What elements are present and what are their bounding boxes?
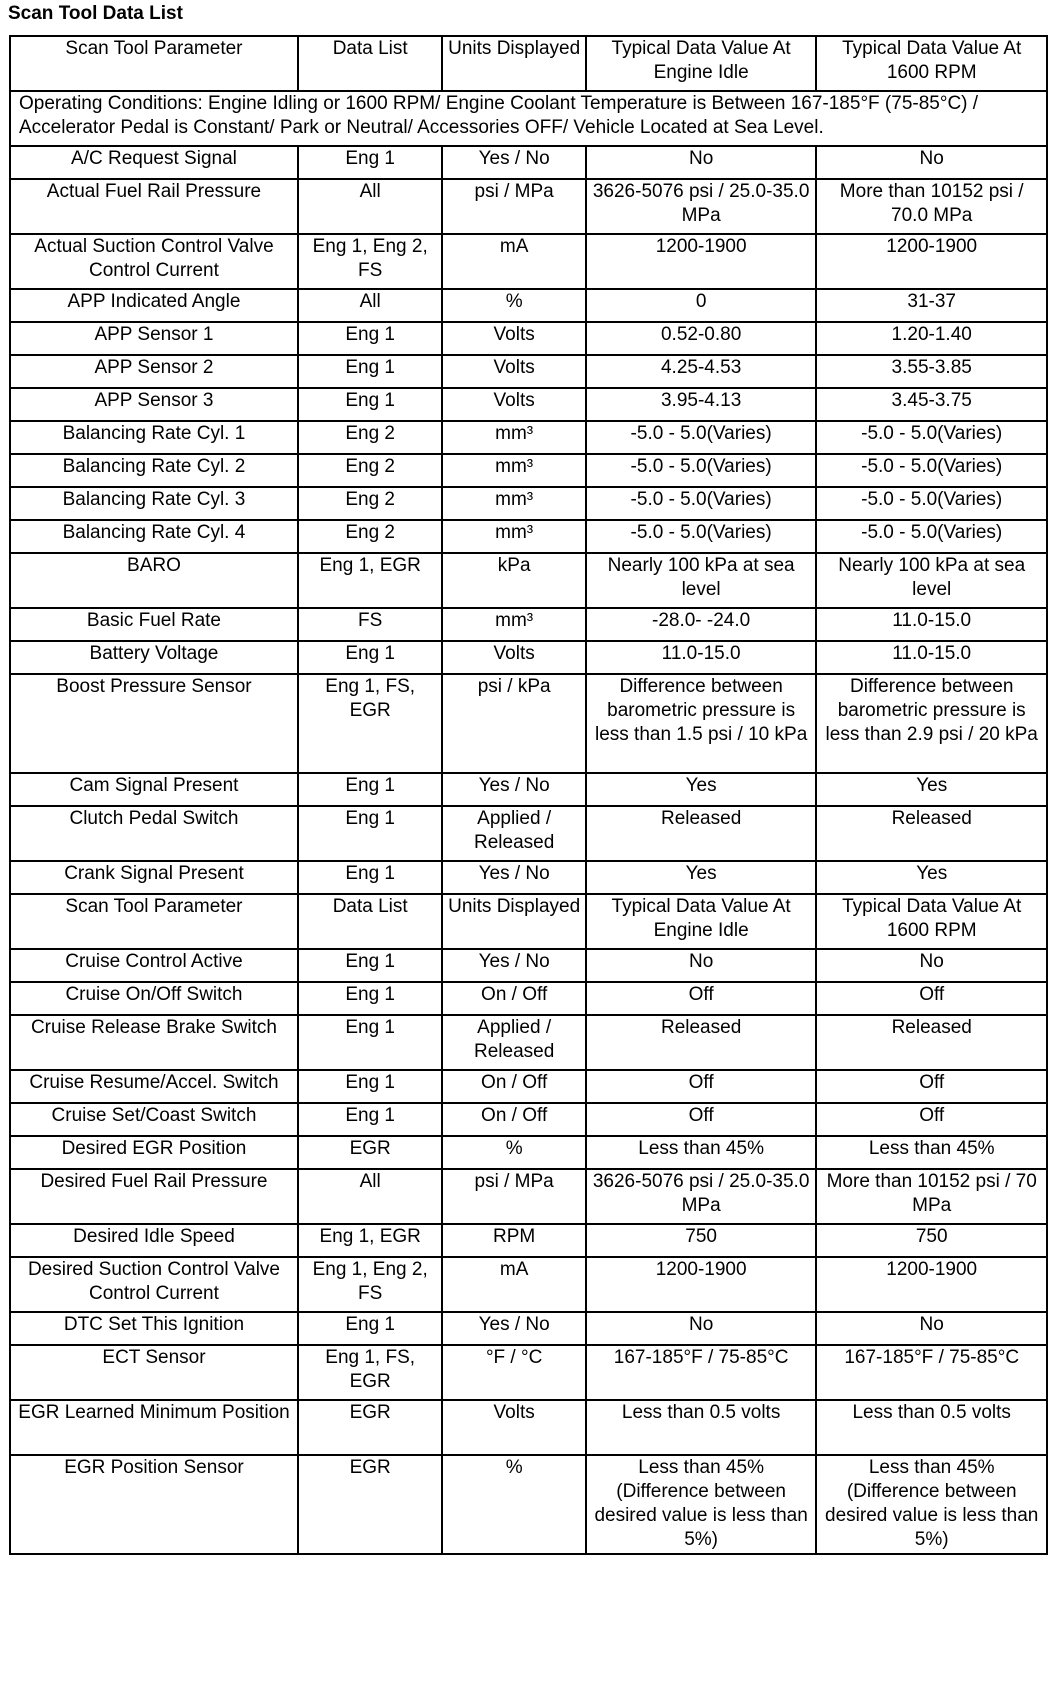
- parameter-cell: Balancing Rate Cyl. 1: [10, 421, 298, 454]
- units-cell: mA: [442, 1257, 585, 1312]
- idle-value-cell: Released: [586, 806, 817, 861]
- parameter-cell: Boost Pressure Sensor: [10, 674, 298, 773]
- table-row: [10, 1015, 1047, 1070]
- data-list-cell: All: [298, 1169, 443, 1224]
- scan-tool-data-table: [9, 35, 1048, 1555]
- table-row: [10, 146, 1047, 179]
- table-row: [10, 1103, 1047, 1136]
- idle-value-cell: Yes: [586, 861, 817, 894]
- table-row: [10, 674, 1047, 773]
- units-cell: %: [442, 1136, 585, 1169]
- parameter-cell: Cruise Release Brake Switch: [10, 1015, 298, 1070]
- table-row: [10, 454, 1047, 487]
- idle-value-cell: Released: [586, 1015, 817, 1070]
- rpm-value-cell: Typical Data Value At 1600 RPM: [816, 894, 1047, 949]
- parameter-cell: APP Sensor 2: [10, 355, 298, 388]
- idle-value-cell: Less than 45%: [586, 1136, 817, 1169]
- data-list-cell: EGR: [298, 1136, 443, 1169]
- units-cell: kPa: [442, 553, 585, 608]
- header-cell-parameter: Scan Tool Parameter: [10, 36, 298, 91]
- units-cell: On / Off: [442, 1103, 585, 1136]
- data-list-cell: EGR: [298, 1400, 443, 1455]
- header-row: [10, 36, 1047, 91]
- table-row: [10, 1257, 1047, 1312]
- parameter-cell: DTC Set This Ignition: [10, 1312, 298, 1345]
- idle-value-cell: No: [586, 1312, 817, 1345]
- rpm-value-cell: No: [816, 146, 1047, 179]
- data-list-cell: Eng 1: [298, 388, 443, 421]
- units-cell: Yes / No: [442, 949, 585, 982]
- parameter-cell: Crank Signal Present: [10, 861, 298, 894]
- rpm-value-cell: Off: [816, 1103, 1047, 1136]
- idle-value-cell: Yes: [586, 773, 817, 806]
- units-cell: Yes / No: [442, 146, 585, 179]
- parameter-cell: Battery Voltage: [10, 641, 298, 674]
- units-cell: psi / kPa: [442, 674, 585, 773]
- parameter-cell: Actual Suction Control Valve Control Current: [10, 234, 298, 289]
- data-list-cell: Eng 2: [298, 487, 443, 520]
- table-row: [10, 234, 1047, 289]
- table-row: [10, 894, 1047, 949]
- table-row: [10, 1312, 1047, 1345]
- idle-value-cell: 750: [586, 1224, 817, 1257]
- parameter-cell: Desired Fuel Rail Pressure: [10, 1169, 298, 1224]
- idle-value-cell: 0.52-0.80: [586, 322, 817, 355]
- rpm-value-cell: Nearly 100 kPa at sea level: [816, 553, 1047, 608]
- units-cell: Volts: [442, 322, 585, 355]
- parameter-cell: Scan Tool Parameter: [10, 894, 298, 949]
- idle-value-cell: -5.0 - 5.0(Varies): [586, 421, 817, 454]
- parameter-cell: Basic Fuel Rate: [10, 608, 298, 641]
- table-row: [10, 179, 1047, 234]
- idle-value-cell: -5.0 - 5.0(Varies): [586, 454, 817, 487]
- idle-value-cell: No: [586, 949, 817, 982]
- table-row: [10, 487, 1047, 520]
- data-list-cell: Eng 2: [298, 421, 443, 454]
- table-row: [10, 641, 1047, 674]
- units-cell: Yes / No: [442, 861, 585, 894]
- idle-value-cell: Less than 0.5 volts: [586, 1400, 817, 1455]
- rpm-value-cell: 3.45-3.75: [816, 388, 1047, 421]
- units-cell: %: [442, 289, 585, 322]
- rpm-value-cell: Released: [816, 806, 1047, 861]
- rpm-value-cell: Yes: [816, 773, 1047, 806]
- data-list-cell: Eng 1, EGR: [298, 553, 443, 608]
- data-list-cell: Eng 1: [298, 773, 443, 806]
- rpm-value-cell: No: [816, 949, 1047, 982]
- rpm-value-cell: Less than 45% (Difference between desired value is less than 5%): [816, 1455, 1047, 1554]
- rpm-value-cell: More than 10152 psi / 70 MPa: [816, 1169, 1047, 1224]
- idle-value-cell: Typical Data Value At Engine Idle: [586, 894, 817, 949]
- parameter-cell: Clutch Pedal Switch: [10, 806, 298, 861]
- rpm-value-cell: 11.0-15.0: [816, 641, 1047, 674]
- units-cell: Volts: [442, 1400, 585, 1455]
- parameter-cell: Desired EGR Position: [10, 1136, 298, 1169]
- idle-value-cell: No: [586, 146, 817, 179]
- units-cell: psi / MPa: [442, 179, 585, 234]
- rpm-value-cell: -5.0 - 5.0(Varies): [816, 454, 1047, 487]
- table-row: [10, 1169, 1047, 1224]
- rpm-value-cell: 1200-1900: [816, 1257, 1047, 1312]
- units-cell: Applied / Released: [442, 1015, 585, 1070]
- rpm-value-cell: Released: [816, 1015, 1047, 1070]
- table-row: [10, 982, 1047, 1015]
- rpm-value-cell: 11.0-15.0: [816, 608, 1047, 641]
- data-list-cell: FS: [298, 608, 443, 641]
- idle-value-cell: 4.25-4.53: [586, 355, 817, 388]
- idle-value-cell: Off: [586, 1070, 817, 1103]
- data-list-cell: All: [298, 179, 443, 234]
- units-cell: On / Off: [442, 982, 585, 1015]
- table-row: [10, 806, 1047, 861]
- parameter-cell: Actual Fuel Rail Pressure: [10, 179, 298, 234]
- parameter-cell: Balancing Rate Cyl. 3: [10, 487, 298, 520]
- table-row: [10, 1224, 1047, 1257]
- units-cell: Volts: [442, 641, 585, 674]
- rpm-value-cell: Off: [816, 982, 1047, 1015]
- rpm-value-cell: Off: [816, 1070, 1047, 1103]
- idle-value-cell: -28.0- -24.0: [586, 608, 817, 641]
- rpm-value-cell: 750: [816, 1224, 1047, 1257]
- operating-conditions-row: [10, 91, 1047, 146]
- rpm-value-cell: Yes: [816, 861, 1047, 894]
- table-row: [10, 289, 1047, 322]
- data-list-cell: Eng 1: [298, 355, 443, 388]
- rpm-value-cell: -5.0 - 5.0(Varies): [816, 487, 1047, 520]
- table-row: [10, 520, 1047, 553]
- header-cell-idle: Typical Data Value At Engine Idle: [586, 36, 817, 91]
- data-list-cell: Eng 1: [298, 1312, 443, 1345]
- idle-value-cell: 3626-5076 psi / 25.0-35.0 MPa: [586, 1169, 817, 1224]
- table-row: [10, 861, 1047, 894]
- parameter-cell: APP Indicated Angle: [10, 289, 298, 322]
- table-row: [10, 1070, 1047, 1103]
- table-row: [10, 355, 1047, 388]
- parameter-cell: Balancing Rate Cyl. 4: [10, 520, 298, 553]
- data-list-cell: Data List: [298, 894, 443, 949]
- table-row: [10, 1400, 1047, 1455]
- data-list-cell: Eng 1, FS, EGR: [298, 1345, 443, 1400]
- document-title: Scan Tool Data List: [8, 3, 183, 24]
- data-list-cell: Eng 1: [298, 641, 443, 674]
- data-list-cell: EGR: [298, 1455, 443, 1554]
- table-row: [10, 322, 1047, 355]
- idle-value-cell: 1200-1900: [586, 1257, 817, 1312]
- rpm-value-cell: Difference between barometric pressure is less than 2.9 psi / 20 kPa: [816, 674, 1047, 773]
- idle-value-cell: Off: [586, 1103, 817, 1136]
- idle-value-cell: 1200-1900: [586, 234, 817, 289]
- idle-value-cell: Less than 45% (Difference between desired value is less than 5%): [586, 1455, 817, 1554]
- units-cell: mm³: [442, 454, 585, 487]
- table-row: [10, 553, 1047, 608]
- data-list-cell: Eng 2: [298, 454, 443, 487]
- units-cell: %: [442, 1455, 585, 1554]
- units-cell: °F / °C: [442, 1345, 585, 1400]
- units-cell: mA: [442, 234, 585, 289]
- parameter-cell: BARO: [10, 553, 298, 608]
- units-cell: Yes / No: [442, 773, 585, 806]
- table-row: [10, 949, 1047, 982]
- rpm-value-cell: 167-185°F / 75-85°C: [816, 1345, 1047, 1400]
- data-list-cell: Eng 1, Eng 2, FS: [298, 234, 443, 289]
- idle-value-cell: 167-185°F / 75-85°C: [586, 1345, 817, 1400]
- parameter-cell: Cam Signal Present: [10, 773, 298, 806]
- units-cell: Volts: [442, 388, 585, 421]
- units-cell: mm³: [442, 487, 585, 520]
- data-list-cell: Eng 2: [298, 520, 443, 553]
- parameter-cell: Cruise Set/Coast Switch: [10, 1103, 298, 1136]
- data-list-cell: Eng 1: [298, 146, 443, 179]
- rpm-value-cell: Less than 0.5 volts: [816, 1400, 1047, 1455]
- header-cell-data-list: Data List: [298, 36, 443, 91]
- units-cell: psi / MPa: [442, 1169, 585, 1224]
- rpm-value-cell: 1200-1900: [816, 234, 1047, 289]
- data-list-cell: Eng 1: [298, 949, 443, 982]
- table-body: [10, 36, 1047, 1554]
- data-list-cell: Eng 1: [298, 806, 443, 861]
- header-cell-1600rpm: Typical Data Value At 1600 RPM: [816, 36, 1047, 91]
- parameter-cell: Cruise On/Off Switch: [10, 982, 298, 1015]
- units-cell: mm³: [442, 520, 585, 553]
- units-cell: RPM: [442, 1224, 585, 1257]
- data-list-cell: Eng 1, EGR: [298, 1224, 443, 1257]
- units-cell: Units Displayed: [442, 894, 585, 949]
- parameter-cell: Cruise Control Active: [10, 949, 298, 982]
- parameter-cell: EGR Position Sensor: [10, 1455, 298, 1554]
- data-list-cell: All: [298, 289, 443, 322]
- units-cell: Yes / No: [442, 1312, 585, 1345]
- rpm-value-cell: -5.0 - 5.0(Varies): [816, 520, 1047, 553]
- units-cell: On / Off: [442, 1070, 585, 1103]
- rpm-value-cell: Less than 45%: [816, 1136, 1047, 1169]
- data-list-cell: Eng 1: [298, 861, 443, 894]
- parameter-cell: A/C Request Signal: [10, 146, 298, 179]
- idle-value-cell: 11.0-15.0: [586, 641, 817, 674]
- operating-conditions-cell: Operating Conditions: Engine Idling or 1600 RPM/ Engine Coolant Temperature is Between 167-185°F (75-85°C) / Accelerator Pedal is Constant/ Park or Neutral/ Accessories OFF/ Vehicle Located at Sea Level.: [10, 91, 1047, 146]
- table-row: [10, 421, 1047, 454]
- table-row: [10, 388, 1047, 421]
- parameter-cell: APP Sensor 3: [10, 388, 298, 421]
- parameter-cell: ECT Sensor: [10, 1345, 298, 1400]
- table-row: [10, 1345, 1047, 1400]
- data-list-cell: Eng 1: [298, 1070, 443, 1103]
- rpm-value-cell: -5.0 - 5.0(Varies): [816, 421, 1047, 454]
- data-list-cell: Eng 1, Eng 2, FS: [298, 1257, 443, 1312]
- rpm-value-cell: No: [816, 1312, 1047, 1345]
- idle-value-cell: 3.95-4.13: [586, 388, 817, 421]
- idle-value-cell: 3626-5076 psi / 25.0-35.0 MPa: [586, 179, 817, 234]
- parameter-cell: APP Sensor 1: [10, 322, 298, 355]
- units-cell: Applied / Released: [442, 806, 585, 861]
- table-row: [10, 773, 1047, 806]
- rpm-value-cell: 31-37: [816, 289, 1047, 322]
- parameter-cell: Balancing Rate Cyl. 2: [10, 454, 298, 487]
- parameter-cell: Desired Suction Control Valve Control Current: [10, 1257, 298, 1312]
- units-cell: mm³: [442, 608, 585, 641]
- data-list-cell: Eng 1: [298, 322, 443, 355]
- header-cell-units: Units Displayed: [442, 36, 585, 91]
- units-cell: Volts: [442, 355, 585, 388]
- table-row: [10, 1136, 1047, 1169]
- rpm-value-cell: 3.55-3.85: [816, 355, 1047, 388]
- data-list-cell: Eng 1: [298, 982, 443, 1015]
- idle-value-cell: Difference between barometric pressure is less than 1.5 psi / 10 kPa: [586, 674, 817, 773]
- idle-value-cell: Nearly 100 kPa at sea level: [586, 553, 817, 608]
- idle-value-cell: -5.0 - 5.0(Varies): [586, 487, 817, 520]
- data-list-cell: Eng 1: [298, 1015, 443, 1070]
- data-list-cell: Eng 1: [298, 1103, 443, 1136]
- idle-value-cell: Off: [586, 982, 817, 1015]
- rpm-value-cell: 1.20-1.40: [816, 322, 1047, 355]
- parameter-cell: EGR Learned Minimum Position: [10, 1400, 298, 1455]
- parameter-cell: Desired Idle Speed: [10, 1224, 298, 1257]
- data-list-cell: Eng 1, FS, EGR: [298, 674, 443, 773]
- idle-value-cell: -5.0 - 5.0(Varies): [586, 520, 817, 553]
- parameter-cell: Cruise Resume/Accel. Switch: [10, 1070, 298, 1103]
- idle-value-cell: 0: [586, 289, 817, 322]
- units-cell: mm³: [442, 421, 585, 454]
- rpm-value-cell: More than 10152 psi / 70.0 MPa: [816, 179, 1047, 234]
- table-row: [10, 1455, 1047, 1554]
- table-row: [10, 608, 1047, 641]
